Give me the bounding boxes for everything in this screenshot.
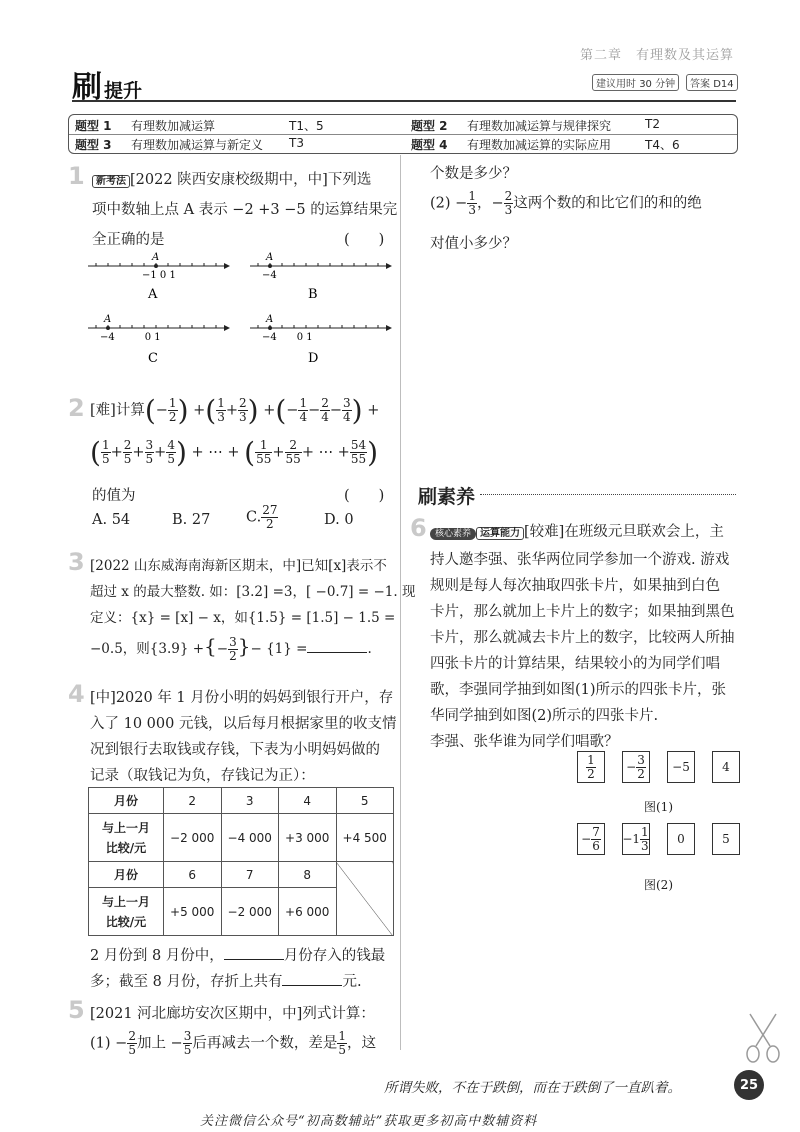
plus-sign: + (263, 402, 276, 419)
numerator: 3 (343, 396, 351, 410)
denominator: 5 (123, 452, 132, 466)
q6-line: 华同学抽到如图(2)所示的四张卡片. (430, 708, 659, 724)
text: 这两个数的和比它们的和的绝 (513, 195, 702, 212)
fraction (467, 190, 477, 217)
table-cell: 2 (164, 788, 222, 814)
numerator: 1 (255, 439, 272, 453)
type-label: 题型 1 (75, 119, 112, 133)
text: 加上 − (136, 1035, 183, 1052)
table-cell: 4 (279, 788, 337, 814)
plus-sign: + (367, 402, 380, 419)
q3-line-3: 定义：{x} = [x] − x，如{1.5} = [1.5] − 1.5 = (90, 610, 396, 626)
fraction (183, 1030, 193, 1057)
table-header (89, 888, 164, 936)
numerator: 2 (285, 439, 302, 453)
table-cell: 5 (336, 788, 394, 814)
header-line: 与上一月 (101, 894, 150, 909)
brand-sub: 提升 (104, 80, 143, 102)
option-c-prefix: C. (246, 509, 262, 526)
table-cell: −2 000 (221, 888, 279, 936)
numerator: 2 (239, 396, 247, 410)
q2-option-c (246, 504, 278, 531)
fraction (238, 397, 248, 424)
plus-sign: + (193, 402, 206, 419)
skill-badge: 运算能力 (476, 527, 524, 540)
q2-prefix: [难]计算 (90, 402, 145, 419)
type-label: 题型 4 (411, 138, 448, 152)
type-desc: 有理数加减运算与新定义 (131, 138, 264, 152)
q6-line: 卡片，那么就减去卡片上的数字，比较两人所抽 (430, 630, 735, 646)
q3-line-1: [2022 山东威海南海新区期末，中]已知[x]表示不 (90, 558, 387, 574)
type-items: T3 (289, 136, 304, 150)
card: −5 (667, 751, 695, 783)
q4-after-2 (90, 970, 362, 991)
denominator: 4 (299, 410, 308, 424)
denominator: 2 (168, 410, 177, 424)
q3-last-post: − {1} = (250, 641, 308, 657)
numerator: 4 (167, 438, 175, 452)
q3-number: 3 (68, 548, 85, 576)
text: ，这 (347, 1035, 376, 1052)
q5-line-1: [2021 河北廊坊安次区期中，中]列式计算： (90, 1006, 375, 1022)
denominator: 55 (256, 452, 272, 466)
denominator: 2 (266, 517, 274, 531)
fraction (168, 397, 178, 424)
fraction (228, 636, 238, 663)
q4-record-table (88, 787, 394, 936)
q6-line: 卡片，那么就加上卡片上的数字；如果抽到黑色 (430, 604, 735, 620)
q2-line-1: [难]计算(− $\frac{1}{2}$ ) +( $\frac{1}{3}$ + $\frac{2}{3}$ ) +(− $\frac{1}{4}$ − $\frac{2}{4}$ − $\frac{3}{4}$ ) + (90, 394, 380, 427)
q6-number: 6 (410, 514, 427, 542)
denominator: 3 (217, 410, 225, 424)
q2-option-d: D. 0 (324, 512, 354, 528)
fraction (216, 397, 226, 424)
fraction (261, 504, 278, 531)
scissors-icon (740, 1010, 786, 1064)
table-cell: 8 (279, 862, 337, 888)
whole-part: −1 (622, 832, 641, 846)
text: 元. (342, 974, 362, 990)
ellipsis: + ⋯ + (191, 444, 240, 461)
type-items: T1、5 (289, 119, 324, 133)
numerator: 3 (637, 752, 645, 767)
numline-a (88, 252, 230, 281)
numerator: 1 (338, 1029, 346, 1043)
q2-line-2: ( $\frac{1}{5}$ + $\frac{2}{5}$ + $\frac{3}{5}$ + $\frac{4}{5}$ ) + ⋯ + ( $\frac{1}{55}$ + $\frac{2}{55}$ + ⋯ + $\frac{54}{55}$ ) (90, 436, 379, 469)
q4-number: 4 (68, 680, 85, 708)
fraction (636, 754, 646, 781)
q1-line-1 (92, 168, 371, 189)
q1-number-lines (86, 250, 396, 370)
fraction (298, 397, 308, 424)
denominator: 55 (350, 452, 367, 466)
numerator: 27 (262, 503, 278, 517)
text: [较难]在班级元旦联欢会上，主 (524, 524, 724, 540)
text: ，− (476, 195, 504, 212)
numerator: 1 (468, 189, 476, 203)
core-literacy-badge: 核心素养 (430, 528, 476, 540)
type-desc: 有理数加减运算与规律探究 (467, 119, 612, 133)
fraction (123, 439, 133, 466)
tick-labels: −1 0 1 (142, 270, 176, 281)
type-label: 题型 3 (75, 138, 112, 152)
q6-line: 李强、张华谁为同学们唱歌？ (430, 734, 619, 750)
q2-paren: ( ) (344, 488, 385, 504)
page-number: 25 (734, 1070, 764, 1100)
q4-after-1 (90, 944, 385, 965)
footer-motto: 所谓失败，不在于跌倒，而在于跌倒了一直趴着。 (384, 1080, 681, 1096)
numerator: 3 (229, 635, 237, 649)
q6-line: 持人邀李强、张华两位同学参加一个游戏. 游戏 (430, 552, 730, 568)
question-types-box (68, 114, 738, 154)
numerator: 2 (321, 396, 329, 410)
q2-number: 2 (68, 394, 85, 422)
empty-slash-cell (336, 862, 394, 936)
fraction (504, 190, 514, 217)
text: 多；截至 8 月份，存折上共有 (90, 974, 283, 990)
numerator: 54 (350, 438, 367, 452)
q3-line-4: −0.5，则{3.9} +{− $\frac{3}{2}$ }− {1} = . (90, 634, 372, 663)
chapter-title: 第二章 有理数及其运算 (579, 48, 734, 63)
q3-line-2: 超过 x 的最大整数. 如：[3.2] =3，[ −0.7] = −1. 现 (90, 584, 416, 600)
answer-blank[interactable] (307, 640, 367, 653)
q4-line-1: [中]2020 年 1 月份小明的妈妈到银行开户，存 (90, 690, 394, 706)
text: 2 月份到 8 月份中， (90, 948, 224, 964)
answer-blank[interactable] (282, 973, 342, 986)
type-desc: 有理数加减运算 (131, 119, 216, 133)
header-rule (72, 100, 736, 102)
denominator: 3 (641, 838, 649, 853)
table-row (89, 862, 394, 888)
option-b-label: B (308, 287, 318, 302)
fraction (145, 439, 155, 466)
denominator: 3 (239, 410, 247, 424)
denominator: 4 (343, 410, 351, 424)
q4-line-3: 况到银行去取钱或存钱，下表为小明妈妈做的 (90, 742, 380, 758)
tick-labels: −4 0 1 (262, 332, 313, 343)
point-label: A (266, 314, 274, 325)
tick-labels: −4 (262, 270, 277, 281)
q6-line: 歌，李强同学抽到如图(1)所示的四张卡片，张 (430, 682, 727, 698)
fraction (342, 397, 352, 424)
q6-line: 四张卡片的计算结果，结果较小的为同学们唱 (430, 656, 720, 672)
denominator: 3 (468, 203, 476, 217)
answer-page: D14 (713, 79, 734, 90)
denominator: 4 (321, 410, 329, 424)
table-header: 月份 (89, 862, 164, 888)
q1-text: [2022 陕西安康校级期中，中]下列选 (130, 172, 372, 188)
minus-sign: − (581, 832, 592, 846)
q3-last-pre: −0.5，则{3.9} + (90, 641, 205, 657)
denominator: 5 (145, 452, 154, 466)
numerator: 2 (128, 1029, 136, 1043)
numline-b (250, 252, 392, 281)
denominator: 5 (101, 452, 110, 466)
fraction (166, 439, 176, 466)
card: 0 (667, 823, 695, 855)
option-c-label: C (148, 351, 158, 366)
fraction (586, 754, 596, 781)
footer-note: 关注微信公众号“初高数辅站”获取更多初高中数辅资料 (200, 1114, 538, 1129)
table-cell: 6 (164, 862, 222, 888)
numline-c (88, 314, 230, 343)
denominator: 6 (592, 838, 600, 853)
answer-tag (686, 74, 738, 91)
q4-line-2: 入了 10 000 元钱，以后每月根据家里的收支情 (90, 716, 397, 732)
table-header (89, 814, 164, 862)
point-label: A (152, 252, 160, 263)
card (577, 751, 605, 783)
q1-paren: ( ) (344, 232, 385, 248)
denominator: 5 (338, 1043, 346, 1057)
table-cell: +6 000 (279, 888, 337, 936)
type-items: T4、6 (645, 138, 680, 152)
header-line: 与上一月 (101, 820, 150, 835)
fraction (320, 397, 330, 424)
numerator: 1 (168, 396, 177, 410)
numerator: 3 (183, 1029, 192, 1043)
type-desc: 有理数加减运算的实际应用 (467, 138, 612, 152)
table-row (89, 814, 394, 862)
fraction (127, 1030, 137, 1057)
q5-part-2-cont: 对值小多少？ (430, 236, 517, 252)
numerator: 1 (101, 438, 110, 452)
denominator: 2 (587, 766, 595, 781)
numerator: 2 (504, 189, 513, 203)
table-cell: +3 000 (279, 814, 337, 862)
answer-blank[interactable] (224, 947, 284, 960)
text: (2) − (430, 195, 468, 212)
q2-value-text: 的值为 (92, 488, 136, 504)
type-label: 题型 2 (411, 119, 448, 133)
table-row (89, 788, 394, 814)
time-value: 30 分钟 (639, 79, 676, 90)
answer-label: 答案 (690, 79, 710, 90)
fraction (591, 826, 601, 853)
numerator: 1 (299, 396, 308, 410)
minus-sign: − (216, 641, 229, 657)
denominator: 5 (183, 1043, 192, 1057)
section-rule (480, 494, 736, 495)
q6-line-1 (430, 520, 724, 541)
point-label: A (104, 314, 112, 325)
table-cell: −4 000 (221, 814, 279, 862)
q2-option-a: A. 54 (92, 512, 131, 528)
denominator: 5 (167, 452, 175, 466)
figure-1-caption: 图(1) (644, 800, 673, 814)
header-line: 比较/元 (105, 840, 147, 855)
card (622, 751, 650, 783)
numerator: 1 (217, 396, 225, 410)
brand-char: 刷 (72, 70, 102, 105)
card (622, 823, 650, 855)
ellipsis: + ⋯ + (301, 444, 350, 461)
denominator: 5 (128, 1043, 136, 1057)
numerator: 7 (592, 824, 600, 839)
types-row-2 (69, 134, 737, 153)
numerator: 1 (641, 824, 649, 839)
fraction (101, 439, 111, 466)
point-label: A (266, 252, 274, 263)
card: 5 (712, 823, 740, 855)
figure-2-caption: 图(2) (644, 878, 673, 892)
q4-line-4: 记录（取钱记为负，存钱记为正）： (90, 768, 315, 784)
header-line: 比较/元 (105, 914, 147, 929)
q1-line-2: 项中数轴上点 A 表示 −2 +3 −5 的运算结果完 (92, 202, 398, 218)
q5-part-2 (430, 190, 702, 217)
q6-line: 规则是每人每次抽取四张卡片，如果抽到白色 (430, 578, 720, 594)
time-label: 建议用时 (596, 79, 636, 90)
option-d-label: D (308, 351, 319, 366)
q5-cont: 个数是多少？ (430, 166, 517, 182)
q1-badge: 新考法 (92, 175, 130, 188)
numerator: 1 (587, 752, 595, 767)
table-cell: +4 500 (336, 814, 394, 862)
numerator: 2 (123, 438, 132, 452)
denominator: 55 (285, 452, 301, 466)
text: (1) − (90, 1035, 128, 1052)
table-cell: 3 (221, 788, 279, 814)
numerator: 3 (145, 438, 154, 452)
tick-labels: −4 0 1 (100, 332, 161, 343)
table-cell: −2 000 (164, 814, 222, 862)
types-row-1 (69, 115, 737, 135)
option-a-label: A (148, 287, 158, 302)
q5-part-1 (90, 1030, 376, 1057)
table-cell: +5 000 (164, 888, 222, 936)
card: 4 (712, 751, 740, 783)
table-header: 月份 (89, 788, 164, 814)
denominator: 3 (504, 203, 513, 217)
fraction (337, 1030, 347, 1057)
fraction (640, 826, 650, 853)
q1-line-3: 全正确的是 (92, 232, 165, 248)
section-title: 刷素养 (418, 486, 476, 508)
numline-d (250, 314, 392, 343)
text: 月份存入的钱最 (283, 948, 386, 964)
column-divider (400, 155, 401, 1050)
denominator: 2 (637, 766, 645, 781)
minus-sign: − (626, 760, 637, 774)
fraction (285, 439, 302, 466)
text: 后再减去一个数，差是 (192, 1035, 338, 1052)
q2-option-b: B. 27 (172, 512, 211, 528)
q1-number: 1 (68, 162, 85, 190)
fraction (255, 439, 272, 466)
table-cell: 7 (221, 862, 279, 888)
denominator: 2 (229, 649, 237, 663)
q5-number: 5 (68, 996, 85, 1024)
time-tag (592, 74, 679, 91)
card (577, 823, 605, 855)
type-items: T2 (645, 117, 660, 131)
fraction (350, 439, 367, 466)
